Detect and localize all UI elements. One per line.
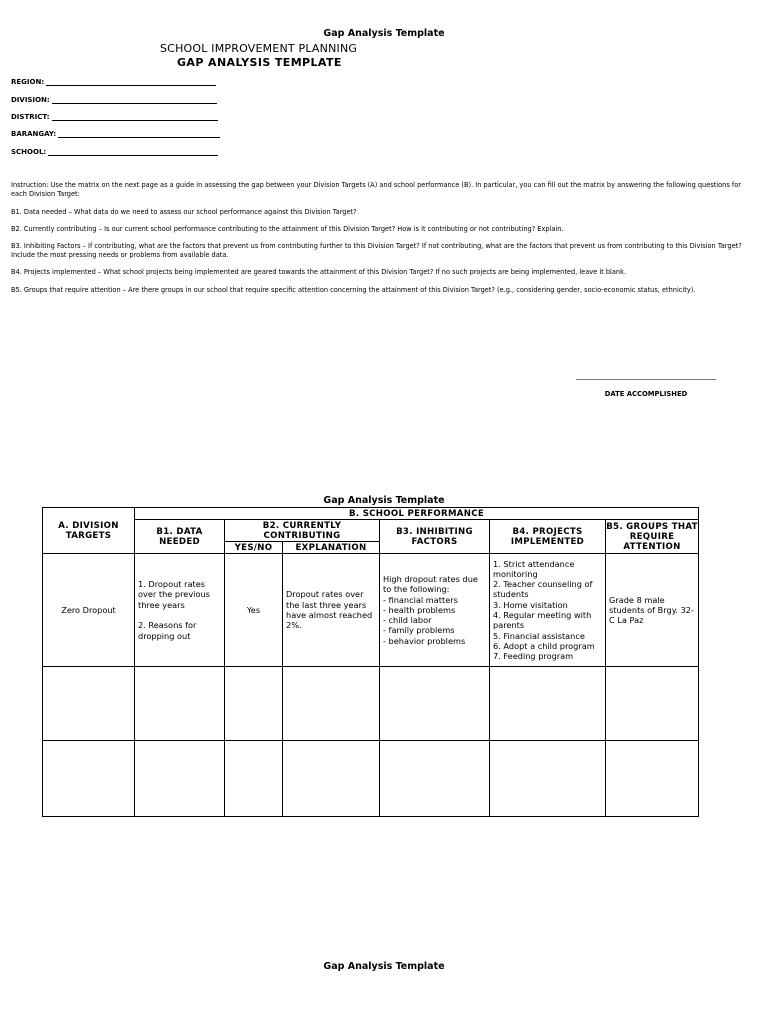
- header-division-targets: A. DIVISION TARGETS: [43, 508, 135, 554]
- cell-data-needed[interactable]: [135, 741, 225, 817]
- school-label: SCHOOL:: [11, 148, 47, 156]
- cell-explanation[interactable]: [283, 667, 380, 741]
- cell-inhibiting-factors[interactable]: [380, 667, 490, 741]
- gap-analysis-matrix: [42, 507, 699, 817]
- cell-target[interactable]: [43, 741, 135, 817]
- barangay-field[interactable]: [11, 130, 220, 138]
- district-field[interactable]: [11, 113, 218, 121]
- district-label: DISTRICT:: [11, 113, 50, 121]
- division-field[interactable]: [11, 96, 217, 104]
- school-input-line[interactable]: [48, 148, 218, 156]
- cell-groups[interactable]: Grade 8 male students of Brgy. 32-C La Paz: [606, 554, 699, 667]
- cell-groups[interactable]: [606, 667, 699, 741]
- matrix-header: Gap Analysis Template: [323, 495, 445, 506]
- instruction-b1: B1. Data needed – What data do we need to assess our school performance against this Division Target?: [11, 208, 357, 216]
- barangay-input-line[interactable]: [58, 130, 220, 138]
- cell-explanation[interactable]: [283, 741, 380, 817]
- instruction-b2: B2. Currently contributing – Is our current school performance contributing to the attainment of this Division Target? How is it contributing or not contributing? Explain.: [11, 225, 564, 233]
- table-row: [43, 667, 699, 741]
- instruction-b3: B3. Inhibiting Factors – If contributing, what are the factors that prevent us from contributing further to this Division Target? If not contributing, what are the factors that prevent us from contributing to this Division Target? Include the most pressing needs or problems from available data.: [11, 242, 742, 260]
- date-signature-line[interactable]: [576, 379, 716, 380]
- barangay-label: BARANGAY:: [11, 130, 57, 138]
- cell-target[interactable]: Zero Dropout: [43, 554, 135, 667]
- table-row: [43, 741, 699, 817]
- header-school-performance: B. SCHOOL PERFORMANCE: [135, 508, 699, 520]
- cell-yes-no[interactable]: Yes: [225, 554, 283, 667]
- table-row: [43, 554, 699, 667]
- district-input-line[interactable]: [52, 113, 218, 121]
- cell-inhibiting-factors[interactable]: High dropout rates due to the following: - financial matters - health problems - child labor - family problems - behavior problems: [380, 554, 490, 667]
- footer-page-header: Gap Analysis Template: [323, 961, 445, 972]
- header-explanation: EXPLANATION: [283, 542, 380, 554]
- instruction-b5: B5. Groups that require attention – Are there groups in our school that require specific attention concerning the attainment of this Division Target? (e.g., considering gender, socio-economic status, ethnicity).: [11, 286, 696, 294]
- cell-yes-no[interactable]: [225, 741, 283, 817]
- region-input-line[interactable]: [46, 78, 216, 86]
- page-header: Gap Analysis Template: [323, 28, 445, 39]
- header-b4-projects-implemented: B4. PROJECTS IMPLEMENTED: [490, 520, 606, 554]
- cell-projects-implemented[interactable]: [490, 741, 606, 817]
- instruction-b4: B4. Projects implemented – What school projects being implemented are geared towards the attainment of this Division Target? If no such projects are being implemented, leave it blank.: [11, 268, 627, 276]
- region-label: REGION:: [11, 78, 45, 86]
- cell-projects-implemented[interactable]: [490, 667, 606, 741]
- cell-groups[interactable]: [606, 741, 699, 817]
- cell-projects-implemented[interactable]: 1. Strict attendance monitoring 2. Teacher counseling of students 3. Home visitation 4. Regular meeting with parents 5. Financial assistance 6. Adopt a child program 7. Feeding program: [490, 554, 606, 667]
- title-gap-analysis-template: GAP ANALYSIS TEMPLATE: [177, 56, 342, 69]
- division-label: DIVISION:: [11, 96, 50, 104]
- header-yes-no: YES/NO: [225, 542, 283, 554]
- header-b3-inhibiting-factors: B3. INHIBITING FACTORS: [380, 520, 490, 554]
- cell-data-needed[interactable]: 1. Dropout rates over the previous three years 2. Reasons for dropping out: [135, 554, 225, 667]
- cell-yes-no[interactable]: [225, 667, 283, 741]
- header-b2-currently-contributing: B2. CURRENTLY CONTRIBUTING: [225, 520, 380, 542]
- division-input-line[interactable]: [52, 96, 217, 104]
- date-accomplished-label: DATE ACCOMPLISHED: [604, 390, 688, 398]
- header-b5-groups-require-attention: B5. GROUPS THAT REQUIRE ATTENTION: [606, 521, 698, 552]
- cell-inhibiting-factors[interactable]: [380, 741, 490, 817]
- instruction-intro: Instruction: Use the matrix on the next page as a guide in assessing the gap between your Division Targets (A) and school performance (B). In particular, you can fill out the matrix by answering the following questions for each Division Target:: [11, 181, 741, 199]
- title-school-improvement-planning: SCHOOL IMPROVEMENT PLANNING: [160, 42, 358, 55]
- header-b1-data-needed: B1. DATA NEEDED: [135, 520, 225, 554]
- cell-target[interactable]: [43, 667, 135, 741]
- cell-explanation[interactable]: Dropout rates over the last three years have almost reached 2%.: [283, 554, 380, 667]
- school-field[interactable]: [11, 148, 218, 156]
- region-field[interactable]: [11, 78, 216, 86]
- cell-data-needed[interactable]: [135, 667, 225, 741]
